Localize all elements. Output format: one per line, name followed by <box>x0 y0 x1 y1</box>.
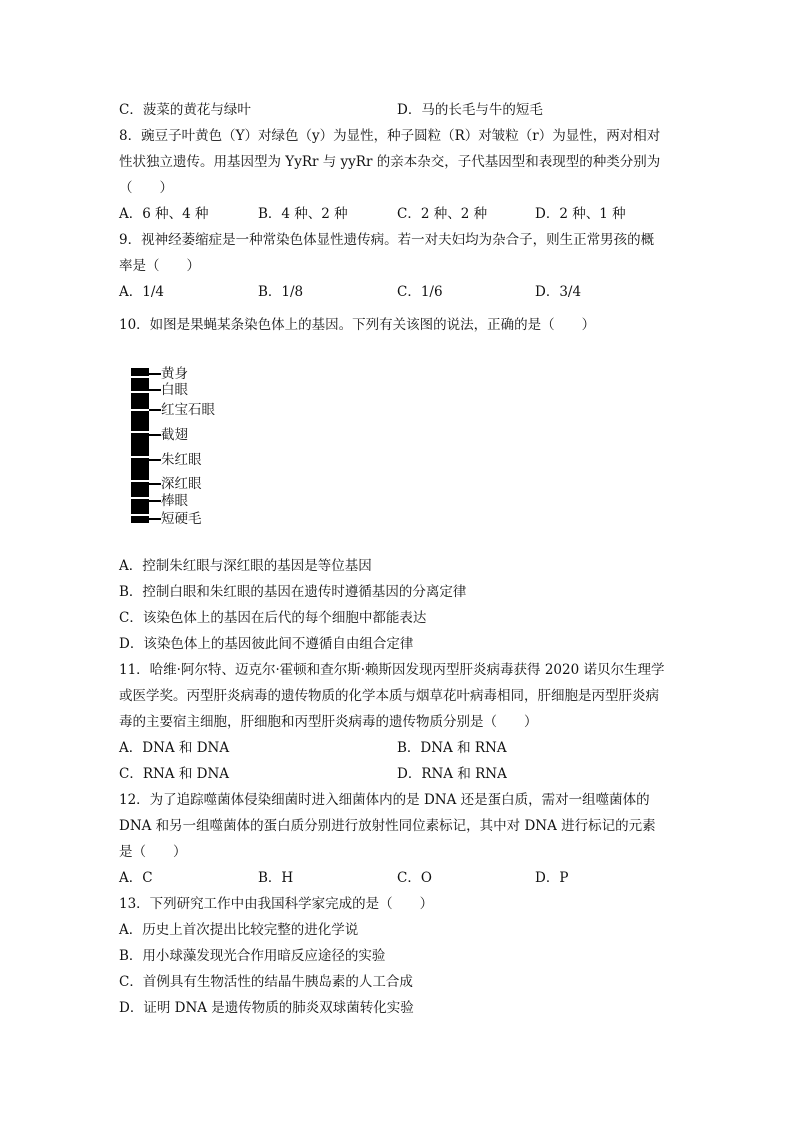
q11-option-d: D．RNA 和 RNA <box>397 766 507 782</box>
q10-option-d: D．该染色体上的基因彼此间不遵循自由组合定律 <box>119 636 414 652</box>
q11-stem-line2: 或医学奖。丙型肝炎病毒的遗传物质的化学本质与烟草花叶病毒相同，肝细胞是丙型肝炎病 <box>119 688 659 704</box>
q11-stem-line3: 毒的主要宿主细胞，肝细胞和丙型肝炎病毒的遗传物质分别是（ ） <box>119 714 538 730</box>
q13-option-b: B．用小球藻发现光合作用暗反应途径的实验 <box>119 948 386 964</box>
q9-stem-line1: 9．视神经萎缩症是一种常染色体显性遗传病。若一对夫妇均为杂合子，则生正常男孩的概 <box>119 232 655 248</box>
chromosome-band <box>131 514 149 516</box>
gene-label-yellow-body: 黄身 <box>161 366 188 382</box>
q12-stem-line3: 是（ ） <box>119 844 187 860</box>
q9-option-b: B．1/8 <box>258 284 304 300</box>
gene-tick <box>149 434 161 436</box>
gene-tick <box>149 483 161 485</box>
q8-option-d: D．2 种、1 种 <box>535 206 626 222</box>
q11-option-b: B．DNA 和 RNA <box>397 740 507 756</box>
q10-option-c: C．该染色体上的基因在后代的每个细胞中都能表达 <box>119 610 427 626</box>
q9-option-c: C．1/6 <box>397 284 443 300</box>
gene-tick <box>149 459 161 461</box>
chromosome-bar <box>131 368 149 523</box>
q13-option-d: D．证明 DNA 是遗传物质的肺炎双球菌转化实验 <box>119 1000 414 1016</box>
gene-label-bar-eye: 棒眼 <box>161 493 188 509</box>
q8-stem-line2: 性状独立遗传。用基因型为 YyRr 与 yyRr 的亲本杂交，子代基因型和表现型的种类分别为 <box>119 154 661 170</box>
gene-label-carmine-eye: 深红眼 <box>161 476 202 492</box>
gene-label-ruby-eye: 红宝石眼 <box>161 402 215 418</box>
gene-tick <box>149 518 161 520</box>
q13-option-a: A．历史上首次提出比较完整的进化学说 <box>119 922 359 938</box>
q7-option-c: C．菠菜的黄花与绿叶 <box>119 102 251 118</box>
gene-tick <box>149 500 161 502</box>
gene-tick <box>149 389 161 391</box>
chromosome-band <box>131 480 149 482</box>
chromosome-band <box>131 456 149 458</box>
q12-stem-line2: DNA 和另一组噬菌体的蛋白质分别进行放射性同位素标记，其中对 DNA 进行标记的元素 <box>119 818 656 834</box>
q13-option-c: C．首例具有生物活性的结晶牛胰岛素的人工合成 <box>119 974 413 990</box>
q11-option-a: A．DNA 和 DNA <box>119 740 230 756</box>
q12-option-a: A．C <box>119 870 153 886</box>
q10-option-b: B．控制白眼和朱红眼的基因在遗传时遵循基因的分离定律 <box>119 584 467 600</box>
q9-option-a: A．1/4 <box>119 284 164 300</box>
gene-label-white-eye: 白眼 <box>161 382 188 398</box>
gene-tick <box>149 373 161 375</box>
q7-option-d: D．马的长毛与牛的短毛 <box>397 102 543 118</box>
q12-stem-line1: 12．为了追踪噬菌体侵染细菌时进入细菌体内的是 DNA 还是蛋白质，需对一组噬菌体的 <box>119 792 650 808</box>
q9-option-d: D．3/4 <box>535 284 582 300</box>
chromosome-band <box>131 497 149 499</box>
gene-label-cut-wing: 截翅 <box>161 427 188 443</box>
q11-stem-line1: 11．哈维·阿尔特、迈克尔·霍顿和查尔斯·赖斯因发现丙型肝炎病毒获得 2020 诺贝尔生理学 <box>119 662 665 678</box>
q10-option-a: A．控制朱红眼与深红眼的基因是等位基因 <box>119 558 372 574</box>
q8-stem-line1: 8．豌豆子叶黄色（Y）对绿色（y）为显性，种子圆粒（R）对皱粒（r）为显性，两对相对 <box>119 128 661 144</box>
gene-tick <box>149 409 161 411</box>
q13-stem: 13．下列研究工作中由我国科学家完成的是（ ） <box>119 896 434 912</box>
q8-option-a: A．6 种、4 种 <box>119 206 209 222</box>
q10-stem: 10．如图是果蝇某条染色体上的基因。下列有关该图的说法，正确的是（ ） <box>119 317 596 333</box>
q8-option-c: C．2 种、2 种 <box>397 206 488 222</box>
q12-option-c: C．O <box>397 870 432 886</box>
q8-option-b: B．4 种、2 种 <box>258 206 348 222</box>
q8-stem-line3: （ ） <box>119 180 173 196</box>
q9-stem-line2: 率是（ ） <box>119 258 200 274</box>
q12-option-d: D．P <box>535 870 569 886</box>
chromosome-band <box>131 391 149 393</box>
chromosome-band <box>131 409 149 411</box>
gene-label-vermilion-eye: 朱红眼 <box>161 452 202 468</box>
q11-option-c: C．RNA 和 DNA <box>119 766 230 782</box>
chromosome-band <box>131 431 149 433</box>
q12-option-b: B．H <box>258 870 294 886</box>
gene-label-short-bristle: 短硬毛 <box>161 511 202 527</box>
chromosome-band <box>131 376 149 378</box>
